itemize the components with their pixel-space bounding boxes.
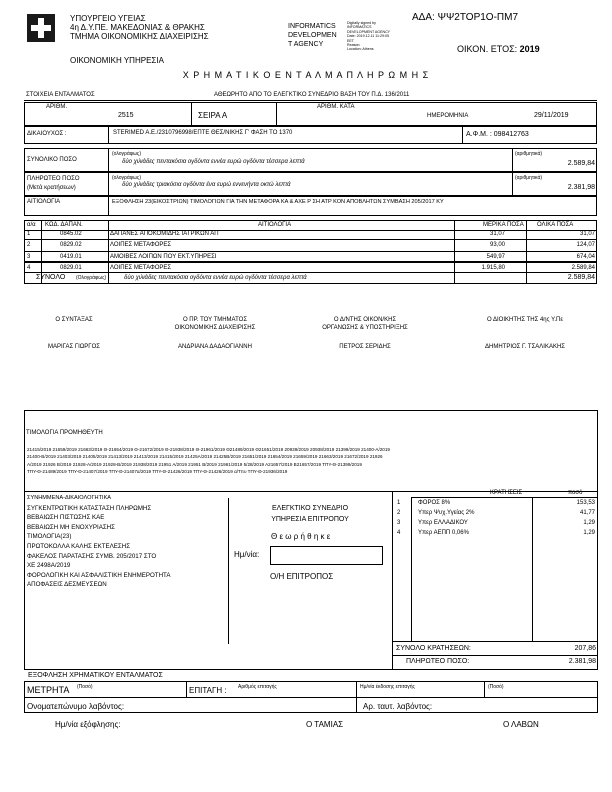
signer-name: ΜΑΡΙΓΑΣ ΓΙΩΡΓΟΣ xyxy=(48,344,100,350)
sum-value: 2.589,84 xyxy=(567,274,595,281)
cell-code: 0829.01 xyxy=(60,265,82,271)
document-title: Χ Ρ Η Μ Α Τ Ι Κ Ο Ε Ν Τ Α Λ Μ Α Π Λ Η Ρ Ω Μ Η Σ xyxy=(182,70,430,80)
attachment-item: ΤΙΜΟΛΟΓΙΑ(23) xyxy=(27,533,72,541)
invoices-list xyxy=(27,446,595,476)
table-row xyxy=(24,240,597,250)
informatics-line: INFORMATICS xyxy=(288,23,336,30)
year-value: 2019 xyxy=(519,44,540,54)
total-label: ΣΥΝΟΛΙΚΟ ΠΟΣΟ xyxy=(27,157,77,163)
sum-words-label: (Ολογράφως) xyxy=(76,275,107,281)
figures-label: (αριθμητικά) xyxy=(515,151,543,157)
sig-line: Digitally signed by xyxy=(347,21,376,25)
deduction-n: 1 xyxy=(397,500,401,506)
deduction-row xyxy=(392,528,598,538)
deductions-header: ΚΡΑΤΗΣΕΙΣ xyxy=(490,490,523,496)
informatics-line: DEVELOPMEN xyxy=(288,32,337,39)
sig-line: DEVELOPMENT AGENCY xyxy=(347,29,391,34)
meta-center-text: ΑΘΕΩΡΗΤΟ ΑΠΟ ΤΟ ΕΛΕΓΚΤΙΚΟ ΣΥΝΕΔΡΙΟ ΒΑΣΗ ΤΟΥ Π.Δ. 136/2011 xyxy=(214,92,410,98)
th-aa: α/α xyxy=(27,222,36,228)
audit-date-input[interactable] xyxy=(270,546,383,565)
sig-line: INFORMATICS xyxy=(347,25,372,30)
informatics-block xyxy=(288,22,337,49)
deduction-label: Υπερ ΑΕΠΠ 0,06% xyxy=(418,530,469,536)
cheque-date-label: Ημ/νία έκδοσης επιταγής xyxy=(360,684,415,690)
year-field xyxy=(457,44,540,54)
invoice-line: Α/2019 21926 Β/2019 21928-Α/2019 21928-Β/2019 21938/2019 21951 Α/2019 21951 Β/2019 21961/2019 5/28/2019 Α21657/2019 Β21657/2019 ΤΠΥ-Θ-21399/2019 xyxy=(27,461,362,467)
cell-code: 0419.01 xyxy=(60,254,82,260)
cell-code: 0829.02 xyxy=(60,242,82,248)
sig-line: Date: 2019.12.11 11:29:05 xyxy=(347,34,390,39)
ministry-line: ΥΠΟΥΡΓΕΙΟ ΥΓΕΙΑΣ xyxy=(70,14,146,23)
digital-signature xyxy=(347,21,390,52)
final-payable-value: 2.381,98 xyxy=(568,658,596,665)
deduction-value: 41,77 xyxy=(579,510,595,516)
signer-role: Ο Δ/ΝΤΗΣ ΟΙΚΟΝ/ΚΗΣ ΟΡΓΑΝΩΣΗΣ & ΥΠΟΣΤΗΡΙΞΗΣ xyxy=(322,317,408,331)
total-value: 2.589,84 xyxy=(567,160,595,167)
invoice-line: ΤΠΥ-Θ-21489/2019 ΤΠΥ-Θ-21407/2019 ΤΠΥ-Θ-21407α/2019 ΤΠΥ-Θ-21426/2019 ΤΠΥ-Θ-21426/2019 α/Τπυ ΤΠΥ-Θ-21936/2019 xyxy=(27,469,288,475)
reason-value: ΕΞΟΦΛΗΣΗ 23(ΕΙΚΟΣΤΡΙΩΝ) ΤΙΜΟΛΟΓΙΩΝ ΓΙΑ ΤΗΝ ΜΕΤΑΦΟΡΑ ΚΑ & ΑΧΕ Ρ ΣΗ ΑΤΡ ΚΟΝ ΑΠΟΒΛΗΤΩΝ ΣΥΜΒΑΣΗ 205/2017 ΚΥ xyxy=(112,199,444,205)
cheque-amount-label: (Ποσό) xyxy=(488,684,504,690)
reason-label: ΑΙΤΙΟΛΟΓΙΑ xyxy=(27,199,61,205)
sig-line: EET xyxy=(347,38,354,43)
date-value: 29/11/2019 xyxy=(534,112,569,119)
arith-value: 2515 xyxy=(118,112,134,119)
date-label: ΗΜΕΡΟΜΗΝΙΑ xyxy=(427,113,469,119)
deduction-value: 1,29 xyxy=(583,530,595,536)
attachments-title: ΣΥΝΗΜΜΕΝΑ-ΔΙΚΑΙΟΛΟΓΗΤΙΚΑ xyxy=(27,495,112,501)
attachment-item: ΣΥΓΚΕΝΤΡΩΤΙΚΗ ΚΑΤΑΣΤΑΣΗ ΠΛΗΡΩΜΗΣ xyxy=(27,504,152,512)
payable-label: ΠΛΗΡΩΤΕΟ ΠΟΣΟ xyxy=(27,176,80,182)
ministry-line: ΤΜΗΜΑ ΟΙΚΟΝΟΜΙΚΗΣ ΔΙΑΧΕΙΡΙΣΗΣ xyxy=(70,32,209,41)
service-label: ΟΙΚΟΝΟΜΙΚΗ ΥΠΗΡΕΣΙΑ xyxy=(70,56,164,65)
cell-code: 0845.02 xyxy=(60,231,82,237)
afm-label: Α.Φ.Μ. : xyxy=(466,131,492,138)
informatics-line: T AGENCY xyxy=(288,41,324,48)
signer-name: ΔΗΜΗΤΡΙΟΣ Γ. ΤΣΑΛΙΚΑΚΗΣ xyxy=(484,344,566,350)
audit-seen: Θ ε ω ρ ή θ η κ ε xyxy=(271,532,331,541)
table-row xyxy=(24,263,597,273)
signer-role: Ο ΣΥΝΤΑΞΑΣ xyxy=(55,317,93,323)
sig-line: Location: Athens xyxy=(347,47,374,52)
th-total: ΟΛΙΚΑ ΠΟΣΑ xyxy=(537,222,574,228)
id-label: Αρ. ταυτ. λαβόντος: xyxy=(363,702,433,711)
signer-name: ΑΝΔΡΙΑΝΑ ΔΑΔΑΟΓΙΑΝΝΗ xyxy=(178,344,252,350)
total-words: δύο χιλιάδες πεντακόσια ογδόντα εννέα ευρώ ογδόντα τέσσερα λεπτά xyxy=(122,159,305,165)
arith-label: ΑΡΙΘΜ. xyxy=(46,104,68,110)
cell-partial: 549,97 xyxy=(486,254,505,260)
ada-field xyxy=(412,12,518,23)
year-label: ΟΙΚΟΝ. ΕΤΟΣ: xyxy=(457,44,518,54)
deduction-n: 4 xyxy=(397,530,401,536)
table-row xyxy=(24,229,597,239)
cash-sub: (Ποσό) xyxy=(77,684,93,690)
cell-total: 124,07 xyxy=(576,242,595,248)
payable-value: 2.381,98 xyxy=(567,184,595,191)
deductions-total-label: ΣΥΝΟΛΟ ΚΡΑΤΗΣΕΩΝ: xyxy=(396,645,471,652)
payable-sub: (Μετά κρατήσεων) xyxy=(27,185,76,191)
audit-block xyxy=(229,503,391,525)
ministry-line: 4η Δ.Υ.ΠΕ. ΜΑΚΕΔΟΝΙΑΣ & ΘΡΑΚΗΣ xyxy=(70,23,205,32)
th-partial: ΜΕΡΙΚΑ ΠΟΣΑ xyxy=(483,222,524,228)
deduction-value: 1,29 xyxy=(583,520,595,526)
cell-total: 31,07 xyxy=(579,231,595,237)
deduction-n: 3 xyxy=(397,520,401,526)
cash-label: ΜΕΤΡΗΤΑ xyxy=(27,685,70,695)
cell-partial: 1.915,80 xyxy=(481,265,505,271)
meta-left-label: ΣΤΟΙΧΕΙΑ ΕΝΤΑΛΜΑΤΟΣ xyxy=(26,92,95,98)
audit-line: ΕΛΕΓΚΤΙΚΟ ΣΥΝΕΔΡΙΟ xyxy=(271,505,349,512)
arith-kata-label: ΑΡΙΘΜ. ΚΑΤΑ xyxy=(317,104,355,110)
deductions-total-value: 207,86 xyxy=(574,645,596,652)
recipient-label: Ονοματεπώνυμο λαβόντος: xyxy=(27,702,125,711)
pay-date-label: Ημ/νία εξόφλησης: xyxy=(55,720,121,729)
deduction-label: ΦΟΡΟΣ 8% xyxy=(418,500,451,506)
final-payable-label: ΠΛΗΡΩΤΕΟ ΠΟΣΟ: xyxy=(406,658,470,665)
attachment-item: ΒΕΒΑΙΩΣΗ ΠΙΣΤΩΣΗΣ ΚΑΕ xyxy=(27,514,105,522)
words-label: (ολογράφως) xyxy=(112,151,142,157)
seira-label: ΣΕΙΡΑ Α xyxy=(198,111,228,120)
deduction-row xyxy=(392,498,598,508)
attachment-item: ΦΟΡΟΛΟΓΙΚΗ ΚΑΙ ΑΣΦΑΛΙΣΤΙΚΗ ΕΝΗΜΕΡΟΤΗΤΑ xyxy=(27,571,171,579)
cell-desc: ΑΜΟΙΒΕΣ ΛΟΙΠΩΝ ΠΟΥ ΕΚΤ.ΥΠΗΡΕΣΙ xyxy=(110,254,217,260)
table-row xyxy=(24,252,597,262)
ada-value: ΨΨ2ΤΟΡ1Ο-ΠΜ7 xyxy=(437,12,519,23)
attachment-item: ΦΑΚΕΛΟΣ ΠΑΡΑΤΑΣΗΣ ΣΥΜΒ. 205/2017 ΣΤΟ xyxy=(27,552,157,560)
payable-words: δύο χιλιάδες τριακόσια ογδόντα ένα ευρώ εννενήντα οκτώ λεπτά xyxy=(122,182,291,188)
cheque-label: ΕΠΙΤΑΓΗ : xyxy=(189,686,227,695)
deduction-label: Υπερ Ψυχ.Υγείας 2% xyxy=(418,510,475,516)
afm-field xyxy=(466,131,529,138)
cell-desc: ΛΟΙΠΕΣ ΜΕΤΑΦΟΡΕΣ xyxy=(110,265,172,271)
cell-total: 2.589,84 xyxy=(571,265,595,271)
cashier-label: Ο ΤΑΜΙΑΣ xyxy=(306,720,344,729)
deduction-label: Υπερ ΕΛΛΑΔΙΚΟΥ xyxy=(418,520,468,526)
words-label-2: (ολογράφως) xyxy=(112,175,142,181)
sum-label: ΣΥΝΟΛΟ xyxy=(36,274,66,281)
table-sum-row xyxy=(24,273,597,284)
signer-name: ΠΕΤΡΟΣ ΣΕΡΙΔΗΣ xyxy=(339,344,391,350)
sum-words: δύο χιλιάδες πεντακόσια ογδόντα εννέα ευρώ ογδόντα τέσσερα λεπτά xyxy=(124,275,307,281)
deduction-n: 2 xyxy=(397,510,401,516)
attachments-block xyxy=(27,494,171,590)
invoices-title: ΤΙΜΟΛΟΓΙΑ ΠΡΟΜΗΘΕΥΤΗ xyxy=(26,430,103,436)
cheque-num-label: Αριθμός επιταγής xyxy=(238,684,277,690)
attachment-item: ΒΕΒΑΙΩΣΗ ΜΗ ΕΝΟΧΥΡΙΑΣΗΣ xyxy=(27,523,115,531)
th-reason: ΑΙΤΙΟΛΟΓΙΑ xyxy=(258,222,292,228)
figures-label-2: (αριθμητικά) xyxy=(515,175,543,181)
cell-n: 3 xyxy=(27,254,31,260)
cell-n: 4 xyxy=(27,265,31,271)
invoice-line: 21415/2019 21659/2019 21663/2019 Θ-21654/2019 Θ-21672/2019 Θ-21938/2019 Θ-21961/2019 Θ21489/2019 Θ21651/2019 20939/2019 20938/2019 21399/2019 21400-Α/2019 xyxy=(27,447,390,452)
audit-date-label: Ημ/νία: xyxy=(234,550,260,559)
receiver-label: Ο ΛΑΒΩΝ xyxy=(503,720,539,729)
cell-desc: ΛΟΙΠΕΣ ΜΕΤΑΦΟΡΕΣ xyxy=(110,242,172,248)
signer-role: Ο ΔΙΟΙΚΗΤΗΣ ΤΗΣ 4ης Υ.Πε xyxy=(486,317,564,323)
deductions-amount-header: ποσό xyxy=(568,490,583,496)
sig-line: Reason: xyxy=(347,43,361,48)
audit-line: ΥΠΗΡΕΣΙΑ ΕΠΙΤΡΟΠΟΥ xyxy=(271,516,349,523)
ministry-logo xyxy=(27,14,55,42)
afm-value: 098412763 xyxy=(493,131,529,138)
cell-desc: ΔΑΠΑΝΕΣ ΑΠΟΚΟΜΙΔΗΣ ΙΑΤΡΙΚΩΝ ΑΠ xyxy=(110,231,219,237)
settlement-title: ΕΞΟΦΛΗΣΗ ΧΡΗΜΑΤΙΚΟΥ ΕΝΤΑΛΜΑΤΟΣ xyxy=(28,672,163,679)
cell-total: 674,04 xyxy=(576,254,595,260)
attachment-item: ΑΠΟΦΑΣΕΙΣ ΔΕΣΜΕΥΣΕΩΝ xyxy=(27,581,107,589)
attachment-item: ΧΕ 2498Α/2019 xyxy=(27,562,71,570)
deduction-row xyxy=(392,508,598,518)
th-code: ΚΩΔ. ΔΑΠΑΝ. xyxy=(45,222,83,228)
ministry-block xyxy=(70,14,209,41)
beneficiary-label: ΔΙΚΑΙΟΥΧΟΣ : xyxy=(27,131,67,137)
cell-partial: 31,07 xyxy=(489,231,505,237)
cell-n: 2 xyxy=(27,242,31,248)
deduction-value: 153,53 xyxy=(576,500,595,506)
audit-commissioner: Ο/Η ΕΠΙΤΡΟΠΟΣ xyxy=(270,572,334,581)
ada-label: ΑΔΑ: xyxy=(412,12,435,23)
deduction-row xyxy=(392,518,598,528)
attachment-item: ΠΡΩΤΟΚΟΛΛΑ ΚΑΛΗΣ ΕΚΤΕΛΕΣΗΣ xyxy=(27,542,131,550)
invoice-line: 21400-Β/2019 21403/2019 21405/2019 21413/2019 21413/2019 21415/2019 21425Α/2019 21425Β/2019 21651/2019 21654/2019 21659/2019 21663/2019 21672/2019 21926 xyxy=(27,454,383,460)
cell-partial: 93,00 xyxy=(489,242,505,248)
beneficiary-value: STERIMED A.E./2310796998/ΕΠΤΕ ΘΕΣ/ΝΙΚΗΣ Γ' ΦΑΣΗ ΤΟ 1370 xyxy=(113,130,293,136)
signer-role: Ο ΠΡ. ΤΟΥ ΤΜΗΜΑΤΟΣ ΟΙΚΟΝΟΜΙΚΗΣ ΔΙΑΧΕΙΡΙΣΗΣ xyxy=(174,317,256,331)
cell-n: 1 xyxy=(27,231,31,237)
